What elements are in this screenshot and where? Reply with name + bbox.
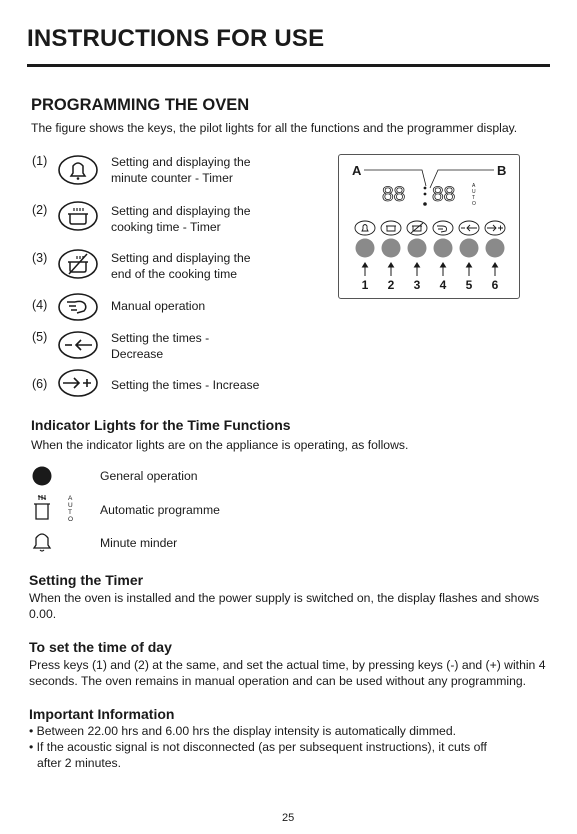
important-text: • Between 22.00 hrs and 6.00 hrs the display intensity is automatically dimmed. • If the acoustic signal is not disconnected (as per subsequent instructions), it cuts off after 2 minutes.: [29, 724, 487, 770]
filled-circle-icon: [31, 465, 53, 487]
programmer-display-figure: [338, 154, 520, 299]
svg-text:U: U: [68, 502, 73, 509]
auto-label: [472, 183, 476, 207]
key-number: (4): [32, 298, 48, 312]
button-number: 1: [361, 278, 369, 292]
panel-button-4[interactable]: [434, 239, 453, 258]
page-title: INSTRUCTIONS FOR USE: [27, 25, 325, 52]
timer-text: When the oven is installed and the power supply is switched on, the display flashes and shows 0.00.: [29, 591, 540, 621]
hand-icon: [57, 292, 99, 322]
key-description: Setting and displaying the end of the cooking time: [111, 251, 251, 281]
key-description: Setting the times - Increase: [111, 378, 260, 392]
label-b: B: [497, 163, 507, 178]
display-digits-left: [382, 183, 405, 206]
mini-bell-icon: [355, 221, 375, 235]
key-number: (3): [32, 251, 48, 265]
indicator-dot: [424, 193, 427, 196]
key-number: (1): [32, 154, 48, 168]
key-number: (5): [32, 330, 48, 344]
indicator-label: Automatic programme: [100, 503, 220, 517]
svg-text:88: 88: [382, 183, 406, 206]
pot-icon: [57, 200, 99, 232]
svg-text:A: A: [472, 183, 476, 189]
indicator-dot: [423, 202, 427, 206]
section-title-programming: PROGRAMMING THE OVEN: [31, 96, 250, 114]
panel-button-5[interactable]: [460, 239, 479, 258]
svg-text:T: T: [68, 509, 72, 516]
bell-icon: [31, 530, 53, 554]
button-number: 3: [413, 278, 421, 292]
button-number: 4: [439, 278, 447, 292]
indicators-intro: When the indicator lights are on the appliance is operating, as follows.: [31, 438, 409, 452]
panel-button-1[interactable]: [356, 239, 375, 258]
svg-text:88: 88: [432, 183, 456, 206]
button-number: 5: [465, 278, 473, 292]
svg-text:O: O: [68, 516, 74, 523]
key-number: (6): [32, 377, 48, 391]
bell-icon: [57, 154, 99, 186]
header-rule: [27, 64, 550, 67]
key-description: Manual operation: [111, 299, 206, 313]
svg-text:A: A: [68, 495, 73, 502]
button-number: 6: [491, 278, 499, 292]
indicator-dot: [424, 187, 427, 190]
display-digits-right: [432, 183, 455, 206]
key-description: Setting and displaying the minute counter - Timer: [111, 155, 251, 185]
indicator-label: Minute minder: [100, 536, 178, 550]
svg-text:O: O: [472, 201, 476, 207]
programming-intro: The figure shows the keys, the pilot lights for all the functions and the programmer display.: [31, 121, 518, 135]
arrow-right-plus-icon: [57, 368, 99, 398]
label-a: A: [352, 163, 362, 178]
section-title-important: Important Information: [29, 706, 175, 722]
key-description: Setting the times - Decrease: [111, 331, 210, 361]
button-number: 2: [387, 278, 395, 292]
svg-text:U: U: [472, 189, 476, 195]
auto-pot-icon: [30, 492, 78, 524]
panel-button-6[interactable]: [486, 239, 505, 258]
mini-pot-icon: [381, 221, 401, 235]
panel-button-3[interactable]: [408, 239, 427, 258]
pot-crossed-icon: [57, 248, 99, 280]
page-number: 25: [282, 812, 295, 824]
key-description: Setting and displaying the cooking time - Timer: [111, 204, 251, 234]
svg-text:T: T: [472, 195, 476, 201]
mini-hand-icon: [433, 221, 453, 235]
section-title-time-of-day: To set the time of day: [29, 639, 172, 655]
section-title-timer: Setting the Timer: [29, 572, 144, 588]
panel-button-2[interactable]: [382, 239, 401, 258]
time-of-day-text: Press keys (1) and (2) at the same, and set the actual time, by pressing keys (-) and (+) within 4 seconds. The oven remains in manual operation and can be used without any programming.: [29, 658, 546, 688]
indicator-label: General operation: [100, 469, 198, 483]
section-title-indicators: Indicator Lights for the Time Functions: [31, 417, 291, 433]
arrow-left-minus-icon: [57, 330, 99, 360]
key-number: (2): [32, 203, 48, 217]
